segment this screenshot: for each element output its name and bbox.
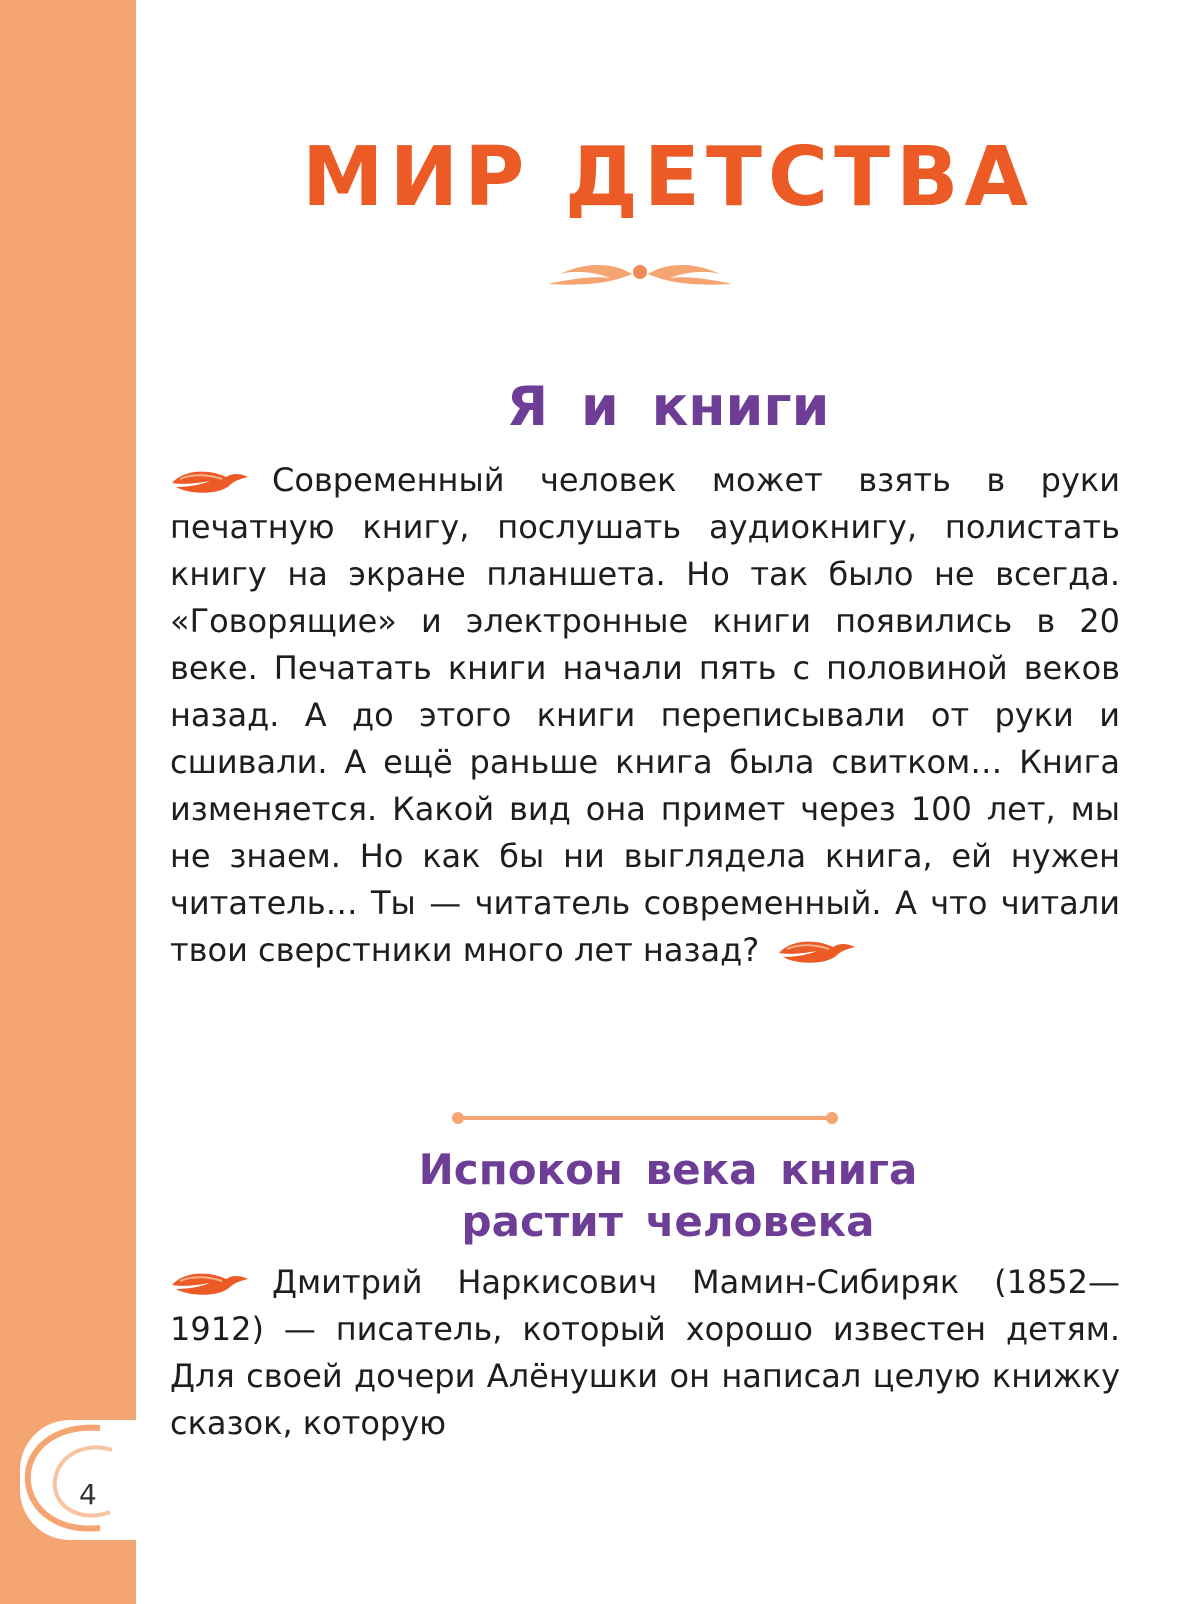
chapter-title: МИР ДЕТСТВА (302, 130, 1034, 225)
side-band (0, 0, 136, 1604)
feather-ornament-icon (777, 937, 857, 965)
paragraph-text: Дмитрий Наркисович Мамин-Сибиряк (1852—1912) — писатель, который хорошо известен детям. Для своей дочери Алёнушки он написал целую книжку сказок, которую (170, 1263, 1120, 1442)
section-title: Я и книги (506, 375, 830, 438)
page-number-ornament-icon (0, 1420, 136, 1540)
page-number: 4 (79, 1478, 97, 1511)
paragraph (170, 457, 1120, 974)
feather-ornament-icon (170, 467, 250, 495)
paragraph (170, 1259, 1120, 1447)
feather-ornament-icon (170, 1269, 250, 1297)
section-title-line: Испокон века книга (418, 1145, 918, 1194)
divider-ornament-icon (450, 1110, 840, 1126)
section-title-line: растит человека (461, 1197, 875, 1246)
section-title (136, 1144, 1200, 1248)
flourish-ornament-icon (540, 260, 740, 294)
paragraph-text: Современный человек может взять в руки печатную книгу, послушать аудиокнигу, полистать книгу на экране планшета. Но так было не всегда. «Говорящие» и электронные книги появились в 20 веке. Печатать книги начали пять с половиной веков назад. А до этого книги переписывали от руки и сшивали. А ещё раньше книга была свитком… Книга изменяется. Какой вид она примет через 100 лет, мы не знаем. Но как бы ни выглядела книга, ей нужен читатель… Ты — читатель современный. А что читали твои сверстники много лет назад? (170, 461, 1120, 969)
